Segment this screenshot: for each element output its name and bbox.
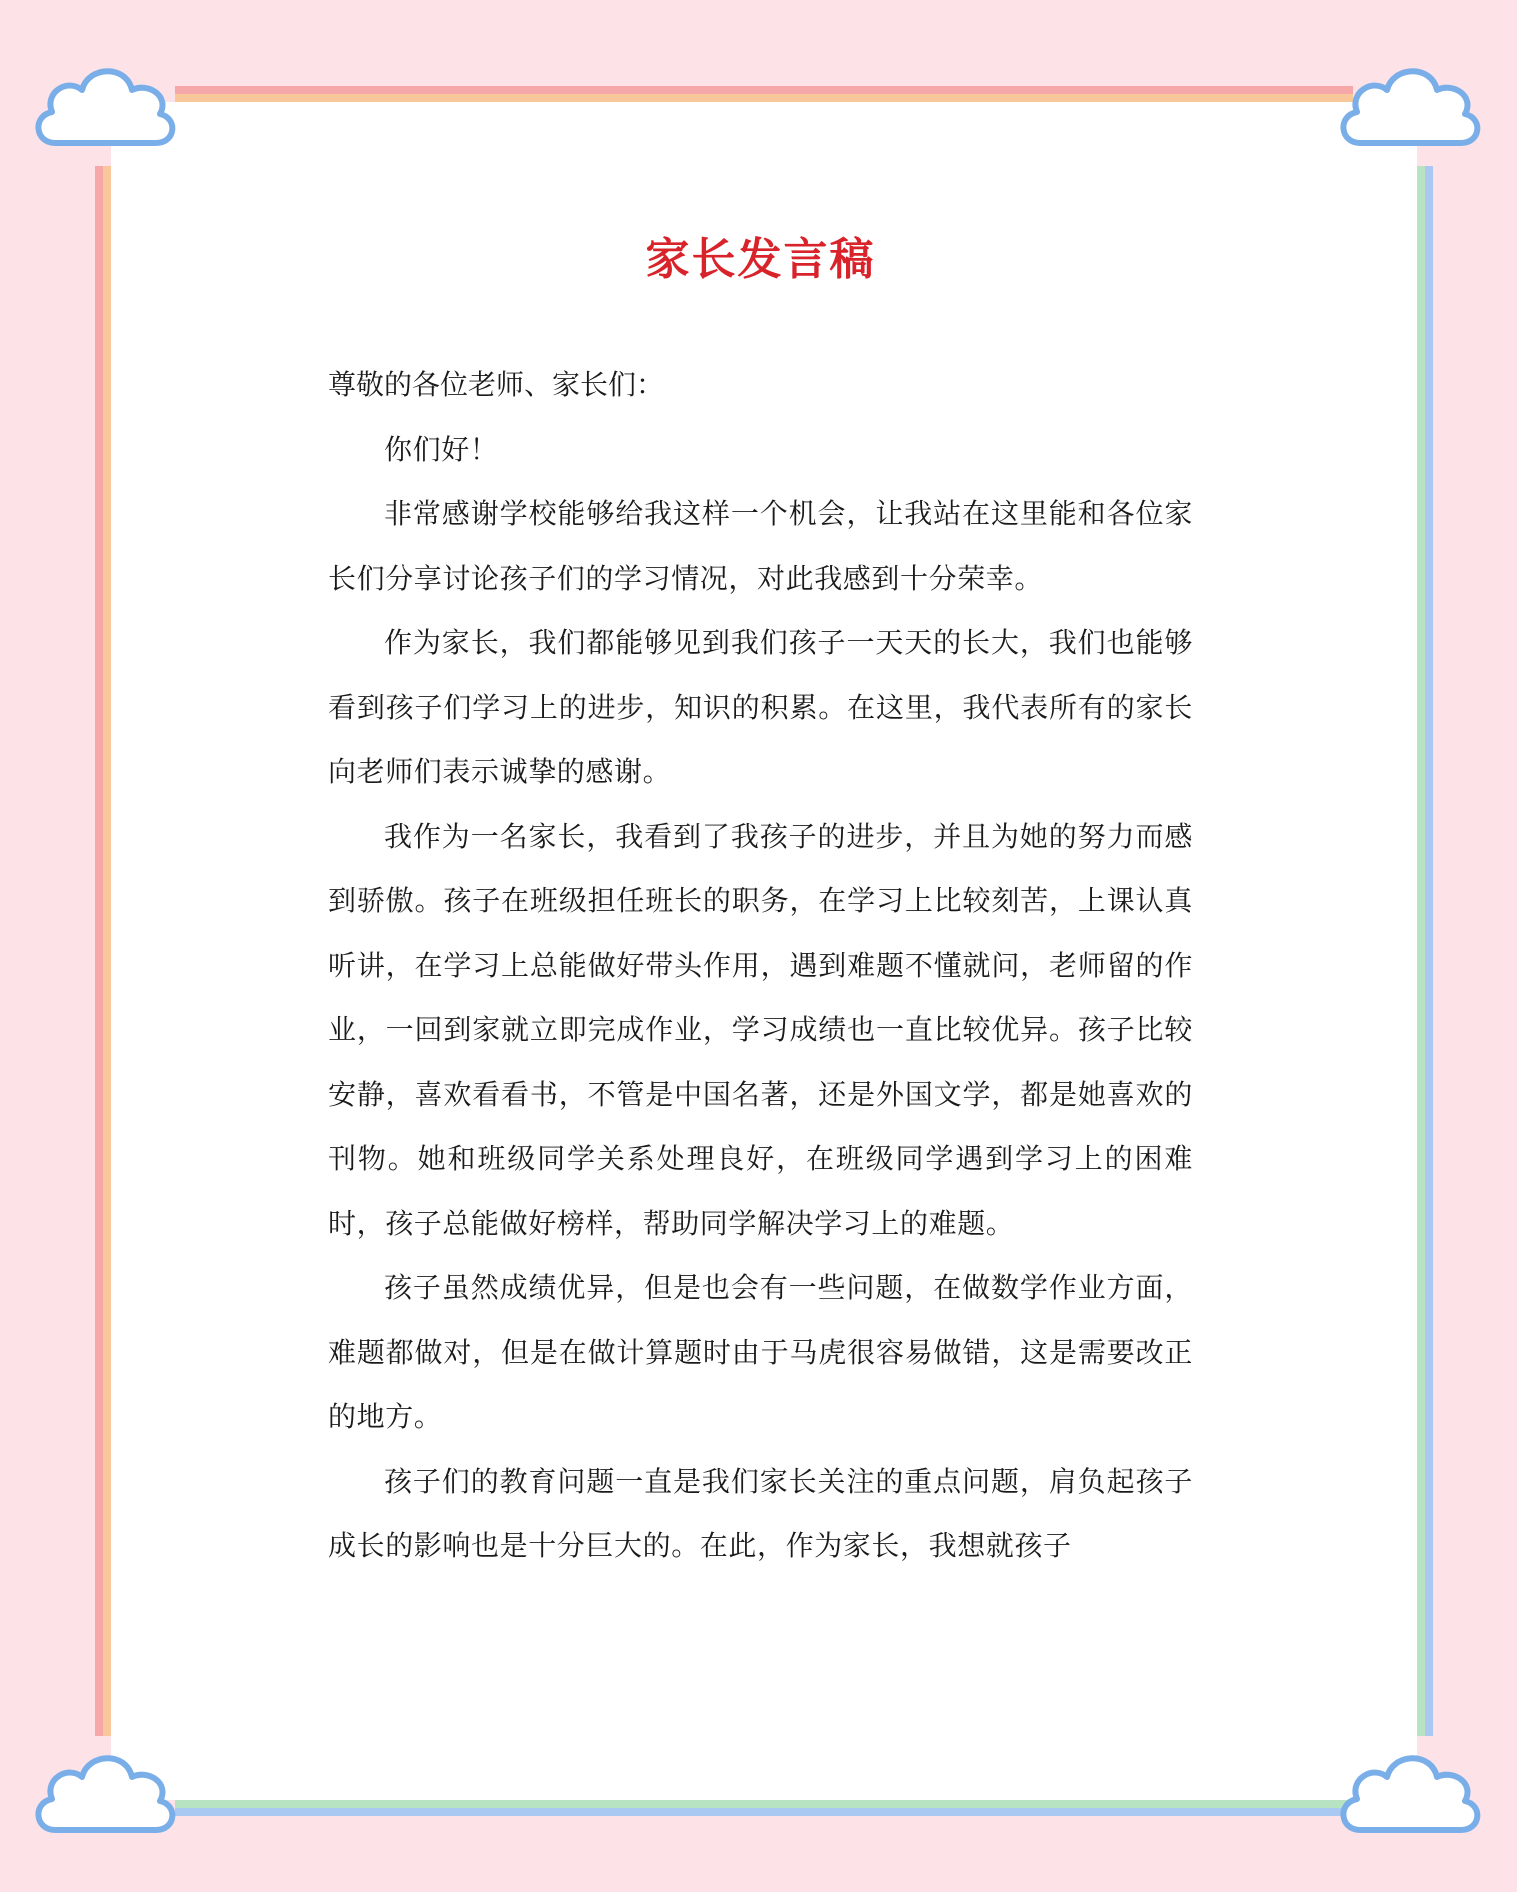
paragraph: 我作为一名家长，我看到了我孩子的进步，并且为她的努力而感到骄傲。孩子在班级担任班长的职务，在学习上比较刻苦，上课认真听讲，在学习上总能做好带头作用，遇到难题不懂就问，老师留的作业，一回到家就立即完成作业，学习成绩也一直比较优异。孩子比较安静，喜欢看看书，不管是中国名著，还是外国文学，都是她喜欢的刊物。她和班级同学关系处理良好，在班级同学遇到学习上的困难时，孩子总能做好榜样，帮助同学解决学习上的难题。 [328,819,1193,1240]
salutation: 尊敬的各位老师、家长们： [328,368,665,401]
frame-band [175,1808,1353,1816]
speech-document [328,225,1193,1579]
cloud-icon [1335,1735,1485,1845]
frame-band [175,86,1353,94]
paragraph: 作为家长，我们都能够见到我们孩子一天天的长大，我们也能够看到孩子们学习上的进步，知识的积累。在这里，我代表所有的家长向老师们表示诚挚的感谢。 [328,626,1193,788]
document-title: 家长发言稿 [645,234,876,285]
frame-band [175,1800,1353,1808]
paragraph: 孩子们的教育问题一直是我们家长关注的重点问题，肩负起孩子成长的影响也是十分巨大的。在此，作为家长，我想就孩子 [328,1464,1193,1562]
cloud-icon [1335,48,1485,158]
frame-band [103,166,111,1736]
frame-band [1425,166,1433,1736]
cloud-icon [30,48,180,158]
frame-band [175,94,1353,102]
frame-band [95,166,103,1736]
paragraph: 你们好！ [384,432,499,466]
paragraph: 非常感谢学校能够给我这样一个机会，让我站在这里能和各位家长们分享讨论孩子们的学习情况，对此我感到十分荣幸。 [328,497,1193,595]
cloud-icon [30,1735,180,1845]
frame-band [1417,166,1425,1736]
paragraph: 孩子虽然成绩优异，但是也会有一些问题，在做数学作业方面，难题都做对，但是在做计算题时由于马虎很容易做错，这是需要改正的地方。 [328,1271,1193,1433]
